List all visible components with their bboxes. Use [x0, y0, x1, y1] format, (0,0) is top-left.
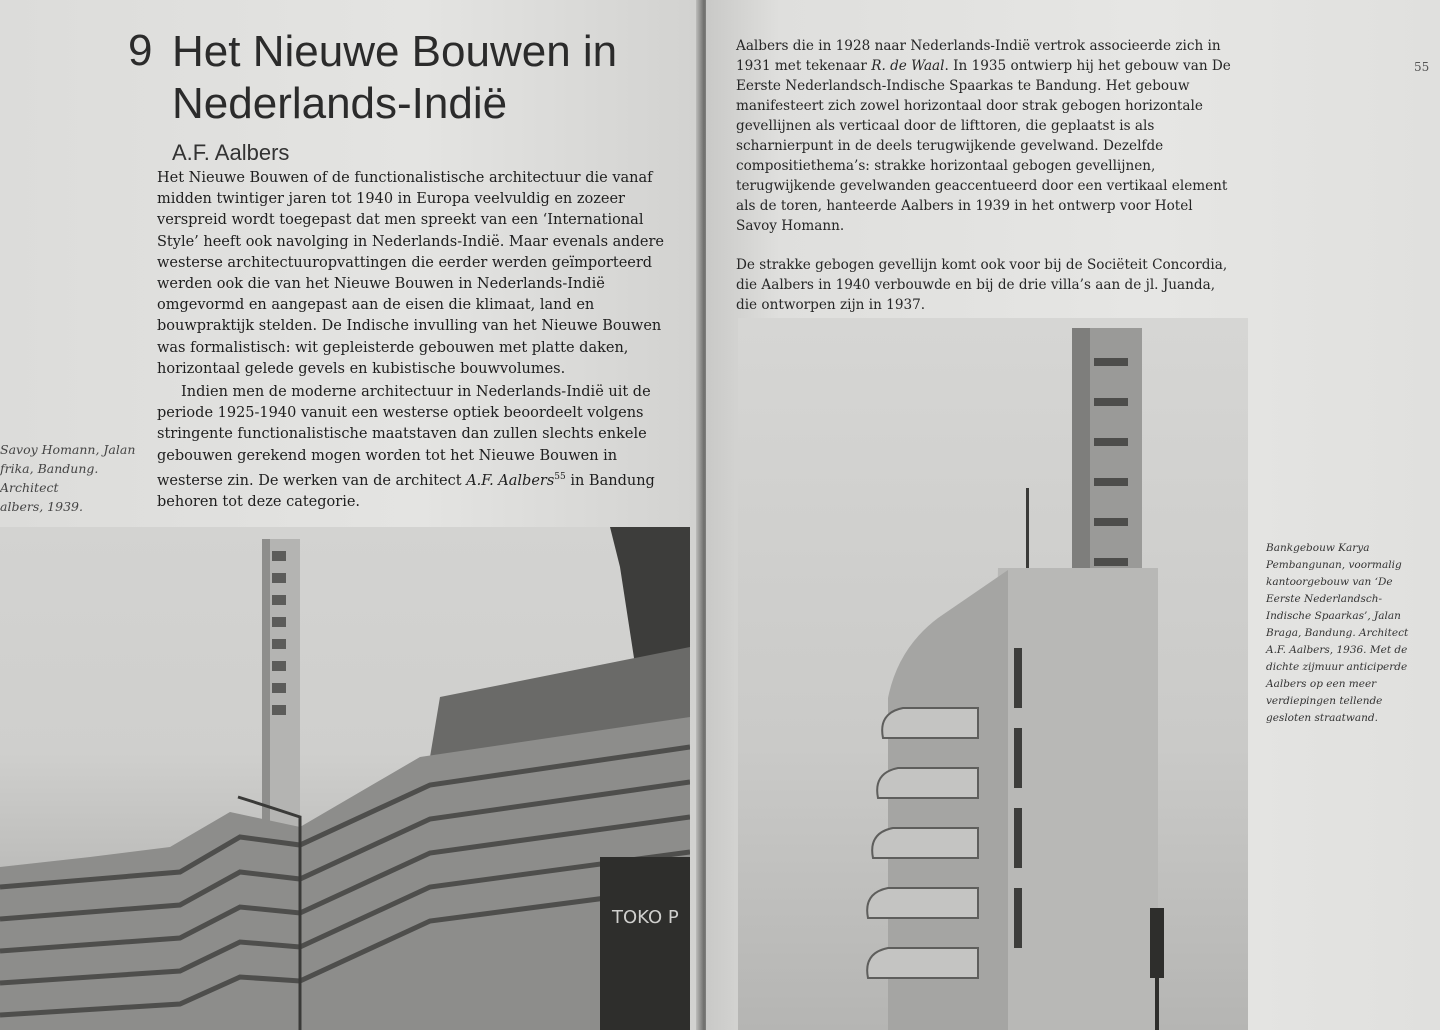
right-photo-caption: Bankgebouw Karya Pembangunan, voormalig kantoorgebouw van ‘De Eerste Nederlandsch-Indische Spaarkas’, Jalan Braga, Bandung. Architect A.F. Aalbers, 1936. Met de dichte zijmuur anticiperde Aalbers op een meer verdiepingen tellende gesloten straatwand.: [1266, 542, 1409, 724]
chapter-title-line1: Het Nieuwe Bouwen in: [172, 27, 618, 76]
right-body-text: [736, 36, 1236, 315]
right-paragraph-2: De strakke gebogen gevellijn komt ook voor bij de Sociëteit Concordia, die Aalbers in 1940 verbouwde en bij de drie villa’s aan de jl. Juanda, die ontworpen zijn in 1937.: [736, 257, 1228, 313]
section-heading: A.F. Aalbers: [172, 140, 290, 165]
footnote-ref: 55: [554, 471, 566, 482]
page-number: 55: [1414, 60, 1430, 74]
savoy-homann-photo: [0, 527, 690, 1030]
right-paragraph-1: [736, 36, 1236, 236]
draughtsman-name: R. de Waal: [871, 58, 945, 74]
architect-name: A.F. Aalbers: [466, 472, 555, 489]
bank-building-illustration: [738, 318, 1248, 1030]
bank-building-photo: [738, 318, 1248, 1030]
savoy-homann-illustration: [0, 527, 690, 1030]
left-paragraph-1: Het Nieuwe Bouwen of de functionalistische architectuur die vanaf midden twintiger jaren tot 1940 in Europa veelvuldig en zozeer verspreid wordt toegepast dat men spreekt van een ‘International Style’ heeft ook navolging in Nederlands-Indië. Maar evenals andere westerse architectuuropvattingen die eerder werden geïmporteerd werden ook die van het Nieuwe Bouwen in Nederlands-Indië omgevormd en aangepast aan de eisen die klimaat, land en bouwpraktijk stelden. De Indische invulling van het Nieuwe Bouwen was formalistisch: wit gepleisterde gebouwen met platte daken, horizontaal gelede gevels en kubistische bouwvolumes.: [157, 170, 664, 377]
left-paragraph-2-end: in Bandung behoren tot deze categorie.: [157, 472, 655, 510]
left-page: [0, 0, 700, 1030]
chapter-number: 9: [128, 26, 153, 75]
shop-sign: TOKO P: [612, 907, 679, 928]
left-paragraph-2-text: Indien men de moderne architectuur in Nederlands-Indië uit de periode 1925-1940 vanuit een westerse optiek beoordeelt volgens stringente functionalistische maatstaven dan zullen slechts enkele gebouwen gerekend mogen worden tot het Nieuwe Bouwen in westerse zin. De werken van de architect: [157, 384, 651, 489]
right-paragraph-1-end: . In 1935 ontwierp hij het gebouw van De Eerste Nederlandsch-Indische Spaarkas te Bandung. Het gebouw manifesteert zich zowel horizontaal door strak gebogen horizontale gevellijnen als verticaal door de lifttoren, die geplaatst is als scharnierpunt in de deels terugwijkende gevelwand. Dezelfde compositiethema’s: strakke horizontaal gebogen gevellijnen, terugwijkende gevelwanden geaccentueerd door een vertikaal element als de toren, hanteerde Aalbers in 1939 in het ontwerp voor Hotel Savoy Homann.: [736, 58, 1231, 234]
chapter-title: [172, 26, 672, 130]
right-paragraph-1-text: Aalbers die in 1928 naar Nederlands-Indië vertrok associeerde zich in 1931 met tekenaar: [736, 38, 1221, 74]
left-body-text: [157, 168, 677, 513]
chapter-title-line2: Nederlands-Indië: [172, 79, 508, 128]
left-photo-caption: Savoy Homann, Jalan frika, Bandung. Architect albers, 1939.: [0, 442, 136, 514]
left-paragraph-2: [157, 382, 677, 513]
